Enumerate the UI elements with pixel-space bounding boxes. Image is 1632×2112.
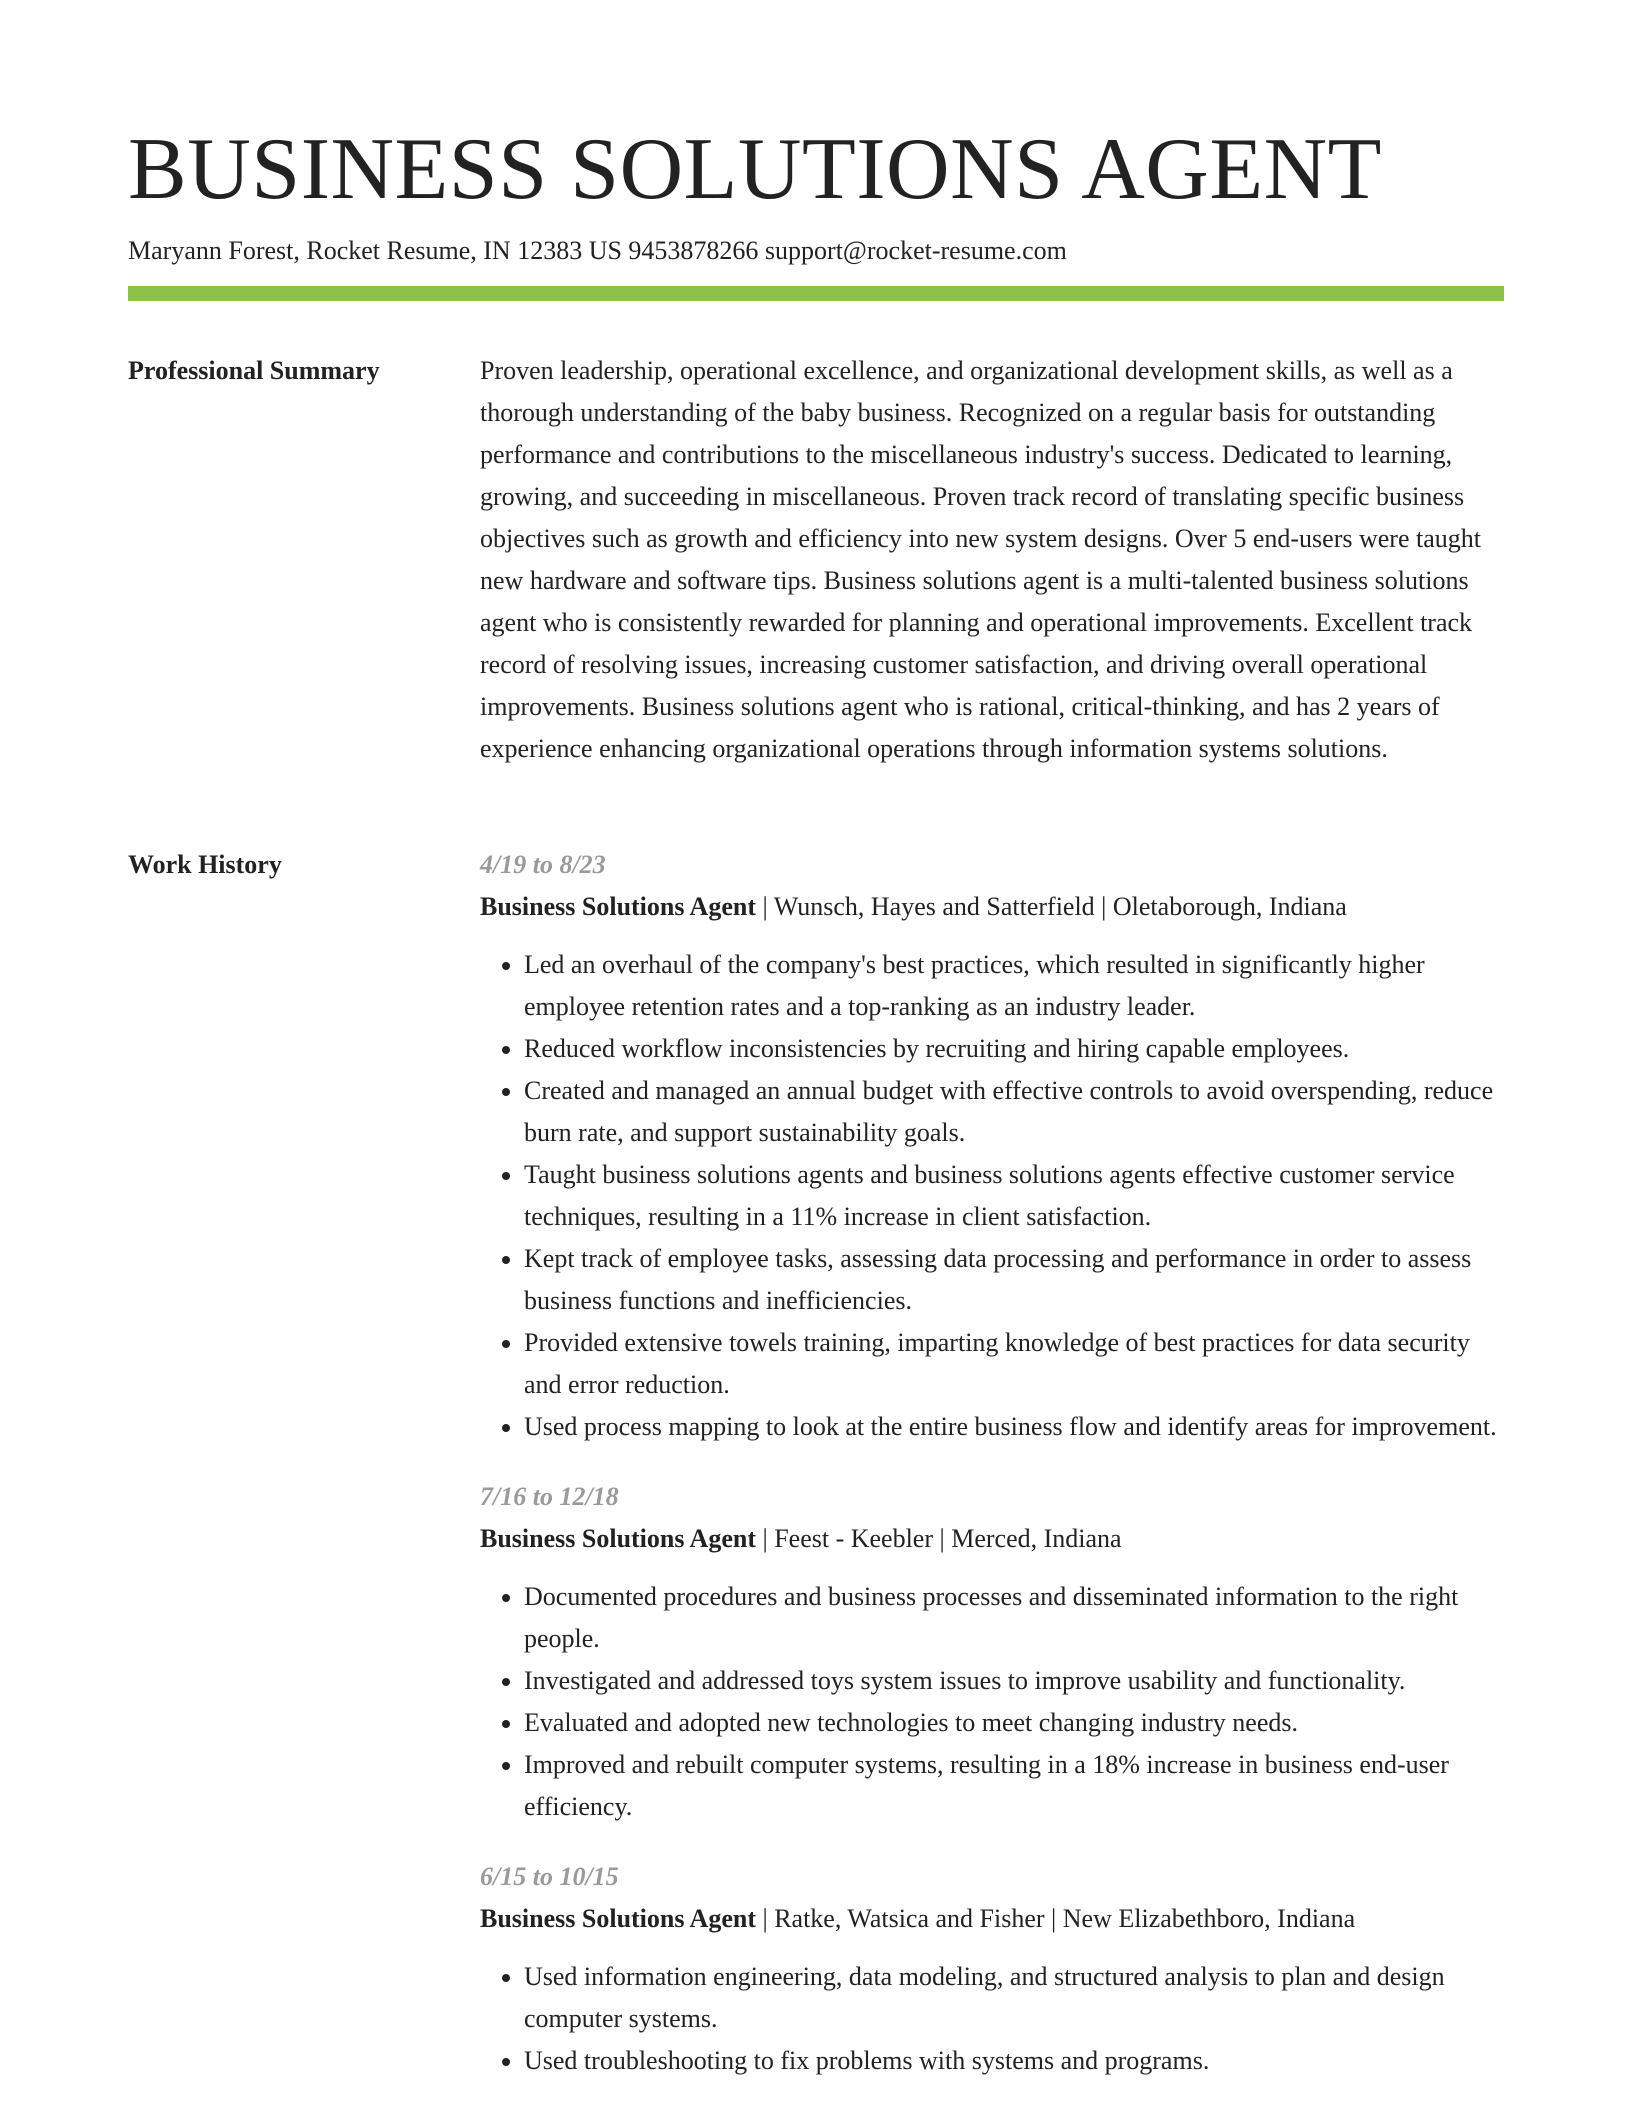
job-bullet: • Reduced workflow inconsistencies by recruiting and hiring capable employees. (524, 1028, 1504, 1070)
job-bullet: • Used information engineering, data modeling, and structured analysis to plan and design computer systems. (524, 1956, 1504, 2040)
job-title-line (480, 1518, 1504, 1560)
job-title: Business Solutions Agent (480, 892, 756, 921)
job-bullet: • Kept track of employee tasks, assessing data processing and performance in order to assess business functions and inefficiencies. (524, 1238, 1504, 1322)
job-bullet: • Used process mapping to look at the entire business flow and identify areas for improvement. (524, 1406, 1504, 1448)
job-entry (480, 1856, 1504, 2082)
work-history-heading: Work History (128, 850, 282, 879)
summary-text: Proven leadership, operational excellence, and organizational development skills, as well as a thorough understanding of the baby business. Recognized on a regular basis for outstanding performance and contributions to the miscellaneous industry's success. Dedicated to learning, growing, and succeeding in miscellaneous. Proven track record of translating specific business objectives such as growth and efficiency into new system designs. Over 5 end-users were taught new hardware and software tips. Business solutions agent is a multi-talented business solutions agent who is consistently rewarded for planning and operational improvements. Excellent track record of resolving issues, increasing customer satisfaction, and driving overall operational improvements. Business solutions agent who is rational, critical-thinking, and has 2 years of experience enhancing organizational operations through information systems solutions. (480, 356, 1481, 763)
job-bullet: • Led an overhaul of the company's best practices, which resulted in significantly higher employee retention rates and a top-ranking as an industry leader. (524, 944, 1504, 1028)
accent-divider (128, 286, 1504, 301)
resume-header (128, 118, 1504, 268)
job-title: Business Solutions Agent (480, 1904, 756, 1933)
summary-body (480, 350, 1504, 770)
job-bullet: • Taught business solutions agents and business solutions agents effective customer service techniques, resulting in a 11% increase in client satisfaction. (524, 1154, 1504, 1238)
resume-title: BUSINESS SOLUTIONS AGENT (128, 121, 1382, 218)
job-title-line (480, 886, 1504, 928)
job-bullets (480, 944, 1504, 1448)
job-dates: 4/19 to 8/23 (480, 850, 606, 879)
work-history-body (480, 844, 1504, 2110)
job-dates: 6/15 to 10/15 (480, 1862, 619, 1891)
job-bullet: • Evaluated and adopted new technologies to meet changing industry needs. (524, 1702, 1504, 1744)
job-bullets (480, 1576, 1504, 1828)
job-bullet: • Improved and rebuilt computer systems, resulting in a 18% increase in business end-user efficiency. (524, 1744, 1504, 1828)
job-entry (480, 844, 1504, 1448)
job-title: Business Solutions Agent (480, 1524, 756, 1553)
job-bullet: • Investigated and addressed toys system issues to improve usability and functionality. (524, 1660, 1504, 1702)
job-details: | Wunsch, Hayes and Satterfield | Oletaborough, Indiana (755, 892, 1347, 921)
job-dates: 7/16 to 12/18 (480, 1482, 619, 1511)
job-bullet: • Used troubleshooting to fix problems with systems and programs. (524, 2040, 1504, 2082)
job-details: | Feest - Keebler | Merced, Indiana (755, 1524, 1122, 1553)
job-bullet: • Created and managed an annual budget with effective controls to avoid overspending, reduce burn rate, and support sustainability goals. (524, 1070, 1504, 1154)
job-entry (480, 1476, 1504, 1828)
job-title-line (480, 1898, 1504, 1940)
contact-line: Maryann Forest, Rocket Resume, IN 12383 US 9453878266 support@rocket-resume.com (128, 236, 1067, 265)
job-bullets (480, 1956, 1504, 2082)
job-details: | Ratke, Watsica and Fisher | New Elizabethboro, Indiana (755, 1904, 1356, 1933)
job-bullet: • Documented procedures and business processes and disseminated information to the right people. (524, 1576, 1504, 1660)
summary-heading: Professional Summary (128, 356, 380, 385)
job-bullet: • Provided extensive towels training, imparting knowledge of best practices for data security and error reduction. (524, 1322, 1504, 1406)
